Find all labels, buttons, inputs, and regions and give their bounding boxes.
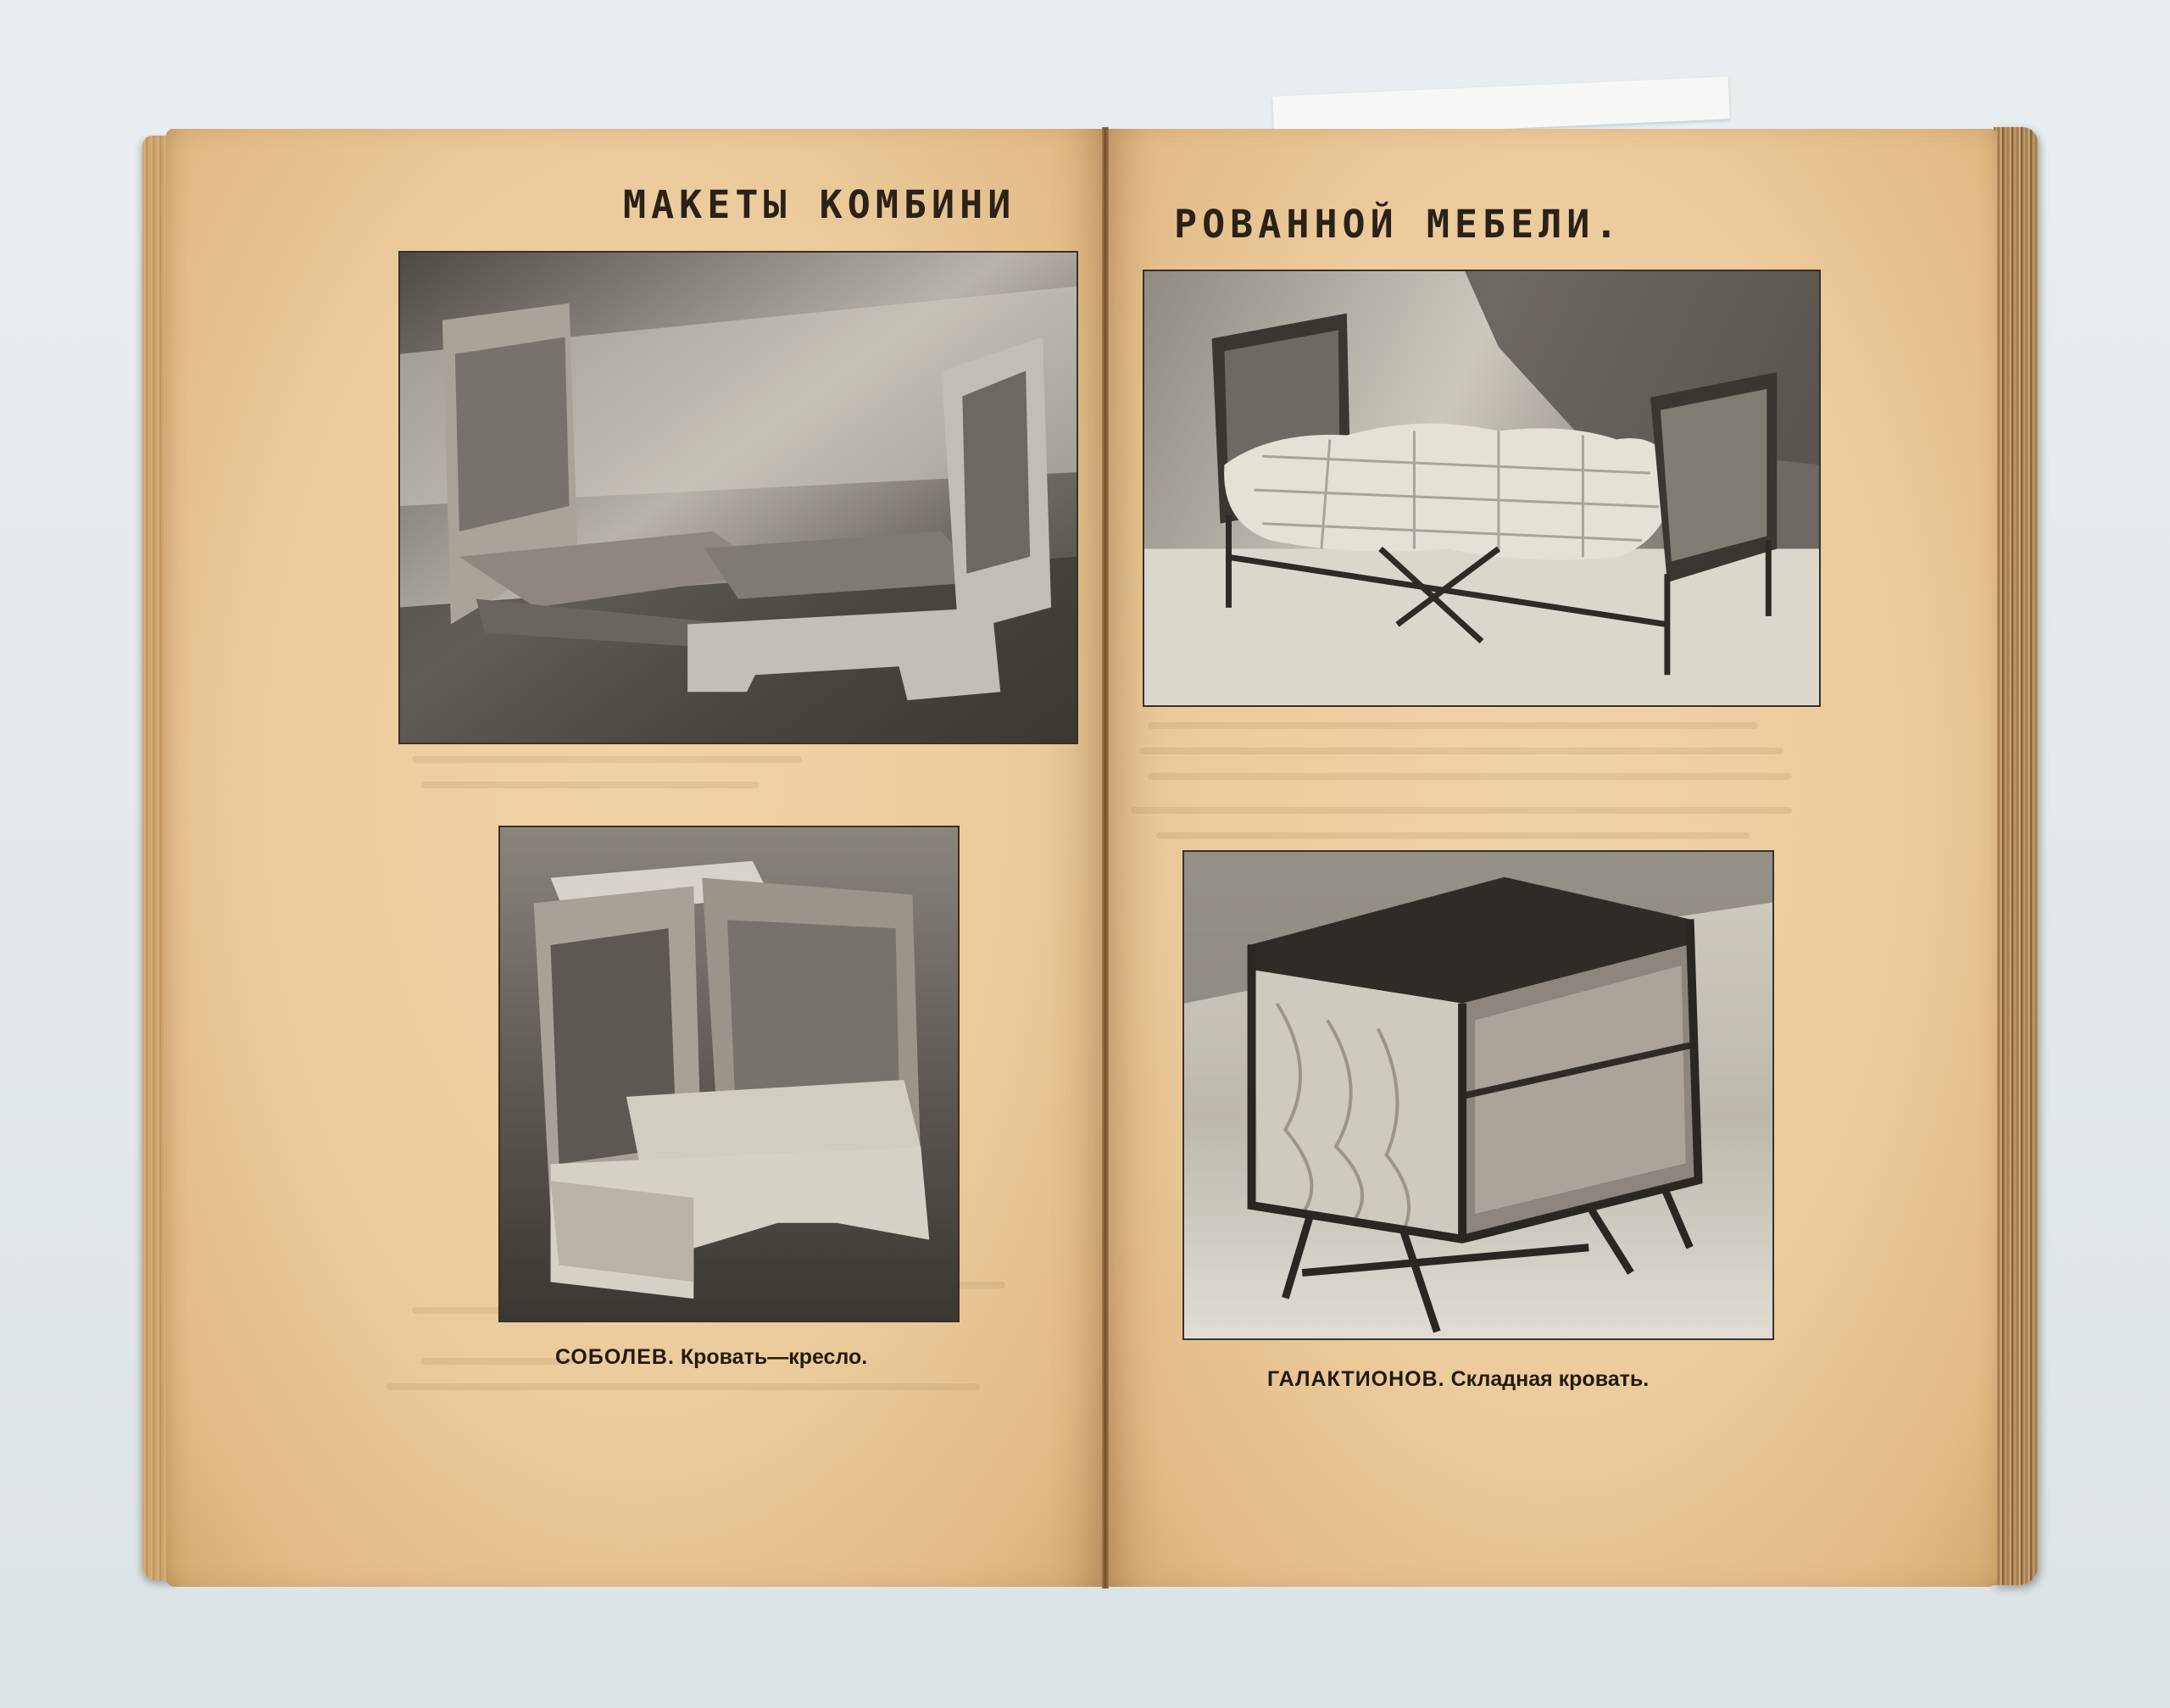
photo-armchair	[498, 826, 960, 1322]
bleed-through-line	[420, 1358, 573, 1365]
bleed-through-line	[1148, 722, 1758, 729]
right-page-heading: РОВАННОЙ МЕБЕЛИ.	[1174, 202, 1623, 247]
caption-galaktionov	[1267, 1367, 1649, 1392]
photo-cot	[1143, 270, 1821, 707]
left-page-heading: МАКЕТЫ КОМБИНИ	[623, 182, 1016, 227]
caption-title: Кровать—кресло.	[680, 1345, 868, 1369]
photo-folding-bed	[1182, 850, 1774, 1340]
bleed-through-line	[420, 782, 760, 788]
bleed-through-line	[1131, 807, 1792, 814]
caption-sobolev	[555, 1345, 867, 1370]
bleed-through-line	[412, 756, 802, 763]
photo-daybed	[398, 251, 1078, 744]
bleed-through-line	[1148, 773, 1792, 780]
caption-author: СОБОЛЕВ.	[555, 1345, 675, 1369]
bleed-through-line	[387, 1383, 980, 1390]
caption-author: ГАЛАКТИОНОВ.	[1267, 1367, 1445, 1391]
right-page-edges	[1994, 127, 2038, 1585]
caption-title: Складная кровать.	[1450, 1367, 1650, 1391]
bleed-through-line	[1156, 832, 1750, 839]
bleed-through-line	[1139, 748, 1783, 754]
book-spine-gutter	[1102, 127, 1109, 1588]
